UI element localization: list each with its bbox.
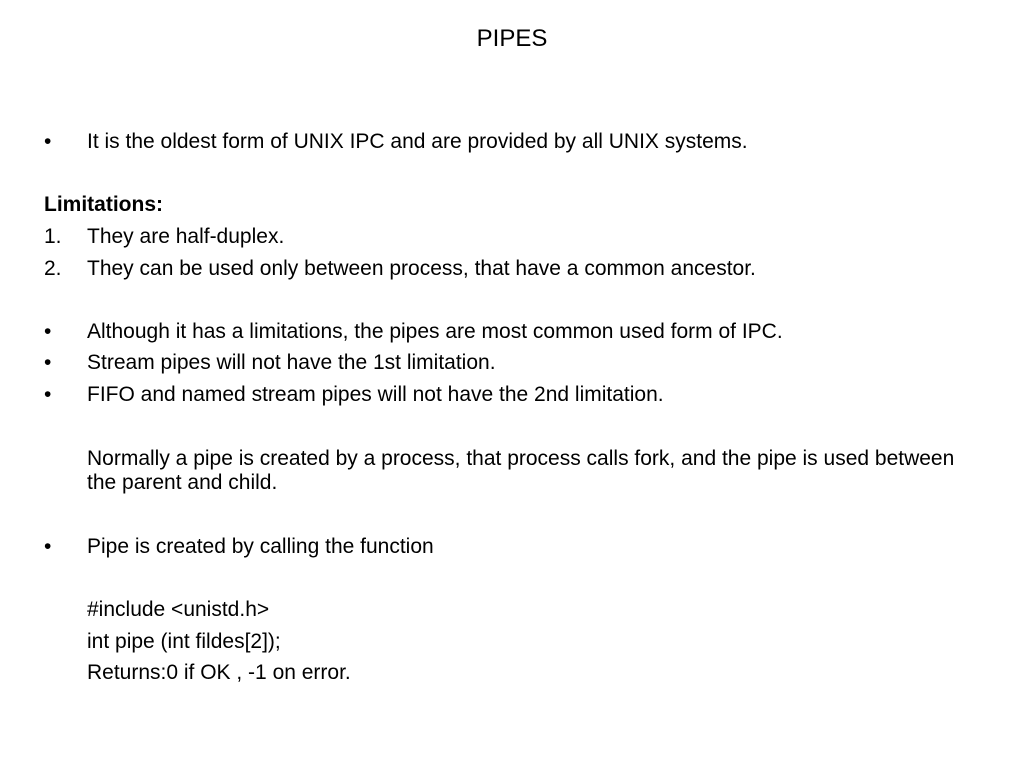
code-line-signature: int pipe (int fildes[2]); [87,630,281,653]
bullet-text: Although it has a limitations, the pipes are most common used form of IPC. [87,320,783,343]
function-bullet-text: Pipe is created by calling the function [87,535,434,558]
limitation-text: They are half-duplex. [87,225,285,248]
limitation-text: They can be used only between process, that have a common ancestor. [87,257,756,280]
bullet-marker: • [44,535,52,558]
list-number: 2. [44,257,62,280]
limitations-heading: Limitations: [44,193,163,216]
code-line-include: #include <unistd.h> [87,598,270,621]
explanation-paragraph: Normally a pipe is created by a process, that process calls fork, and the pipe is used between the parent and child. [87,447,955,494]
bullet-marker: • [44,383,52,406]
list-number: 1. [44,225,62,248]
bullet-text: FIFO and named stream pipes will not have the 2nd limitation. [87,383,664,406]
bullet-marker: • [44,351,52,374]
bullet-marker: • [44,130,52,153]
intro-text: It is the oldest form of UNIX IPC and are provided by all UNIX systems. [87,130,748,153]
bullet-marker: • [44,320,52,343]
slide-title: PIPES [476,25,548,52]
code-line-returns: Returns:0 if OK , -1 on error. [87,661,351,684]
bullet-text: Stream pipes will not have the 1st limitation. [87,351,496,374]
